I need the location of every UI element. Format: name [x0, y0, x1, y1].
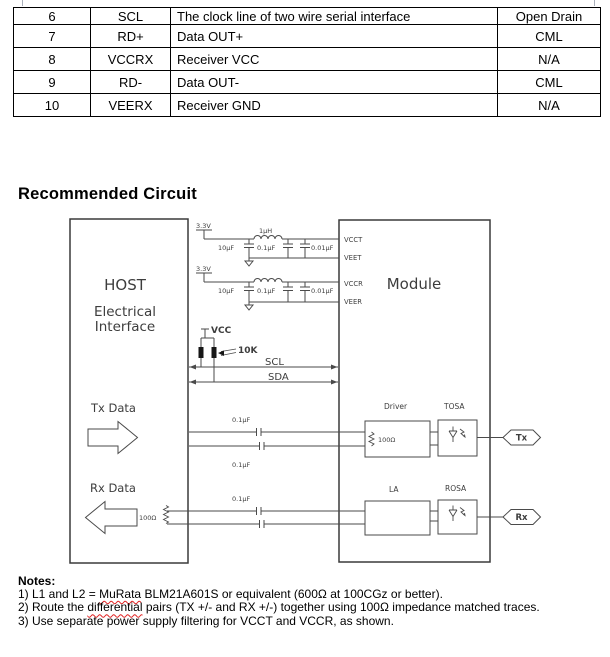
pin-desc-cell: Receiver VCC	[171, 48, 498, 71]
module-pin-label: VEET	[344, 254, 362, 262]
rx-line-positive	[167, 507, 365, 515]
cap-value-label: 0.1μF	[232, 495, 251, 503]
pin-desc-cell: Data OUT+	[171, 25, 498, 48]
tx-port-label: Tx	[515, 433, 528, 444]
notes-title: Notes:	[18, 574, 56, 588]
photodiode-icon	[449, 506, 465, 522]
inductor-icon	[254, 279, 282, 282]
cap-value-label: 0.01μF	[311, 287, 334, 295]
pin-number-cell: 8	[14, 48, 91, 71]
notes-section	[18, 575, 540, 628]
cap-value-label: 0.1μF	[232, 416, 251, 424]
rail-voltage-label: 3.3V	[196, 265, 211, 273]
vcc-symbol	[201, 329, 209, 338]
capacitor-icon	[244, 239, 310, 258]
pin-type-cell: N/A	[498, 48, 601, 71]
resistor-icon	[212, 347, 217, 358]
pin-desc-cell: The clock line of two wire serial interface	[171, 8, 498, 25]
cap-value-label: 0.1μF	[232, 461, 251, 469]
note-text: pairs (TX +/- and RX +/-) together using 100Ω impedance matched traces.	[142, 600, 540, 615]
cap-value-label: 0.01μF	[311, 244, 334, 252]
pin-type-cell: CML	[498, 71, 601, 94]
note-text-misspelled: MuRata	[99, 587, 142, 602]
rail-voltage-label: 3.3V	[196, 222, 211, 230]
pin-name-cell: VEERX	[91, 94, 171, 117]
note-line-3: 3) Use separate power supply filtering for VCCT and VCCR, as shown.	[18, 613, 394, 628]
pin-desc-cell: Receiver GND	[171, 94, 498, 117]
tosa-box	[438, 420, 477, 456]
tx-data-arrow-icon	[88, 422, 138, 454]
host-title: HOST	[104, 276, 146, 294]
resistor-value-label: 100Ω	[139, 514, 157, 522]
cap-value-label: 0.1μF	[257, 287, 276, 295]
pin-number-cell: 7	[14, 25, 91, 48]
rosa-box	[438, 500, 477, 534]
pin-desc-cell: Data OUT-	[171, 71, 498, 94]
pin-name-cell: VCCRX	[91, 48, 171, 71]
note-text: 2) Route the	[18, 600, 88, 615]
module-pin-label: VEER	[344, 298, 362, 306]
pin-number-cell: 10	[14, 94, 91, 117]
power-rail-symbol	[196, 230, 212, 239]
power-rail-symbol	[196, 273, 212, 282]
la-box	[365, 501, 430, 535]
resistor-value-label: 100Ω	[378, 436, 396, 444]
tosa-label: TOSA	[444, 402, 465, 411]
module-title: Module	[386, 275, 442, 293]
vcc-label: VCC	[211, 326, 232, 336]
pin-type-cell: Open Drain	[498, 8, 601, 25]
rx-line-negative	[167, 520, 365, 528]
pin-name-cell: RD-	[91, 71, 171, 94]
rosa-label: ROSA	[445, 484, 467, 493]
rx-data-arrow-icon	[86, 502, 138, 534]
termination-resistor-icon	[164, 506, 169, 524]
cap-value-label: 0.1μF	[257, 244, 276, 252]
note-text-misspelled: differential	[87, 600, 143, 615]
capacitor-icon	[244, 282, 310, 302]
sda-label: SDA	[268, 372, 289, 383]
ground-icon	[245, 302, 253, 310]
pullup-value-label: 10K	[238, 346, 258, 356]
rx-data-label: Rx Data	[90, 481, 136, 495]
cap-value-label: 10μF	[218, 244, 235, 252]
module-pin-label: VCCT	[344, 236, 363, 244]
inductor-icon	[254, 236, 282, 239]
pin-name-cell: SCL	[91, 8, 171, 25]
section-heading: Recommended Circuit	[18, 185, 197, 203]
tx-data-label: Tx Data	[91, 401, 136, 415]
inductor-value-label: 1μH	[259, 227, 273, 235]
note-text: BLM21A601S or equivalent (600Ω at 100CGz or better).	[141, 587, 443, 602]
i2c-pullup-network	[189, 329, 338, 385]
pin-type-cell: CML	[498, 25, 601, 48]
note-line-2	[18, 601, 540, 614]
termination-resistor-icon	[369, 432, 374, 446]
scl-label: SCL	[265, 357, 284, 368]
host-subtitle-2: Interface	[94, 319, 156, 335]
driver-label: Driver	[384, 402, 408, 411]
ground-icon	[245, 258, 253, 266]
cap-value-label: 10μF	[218, 287, 235, 295]
pin-number-cell: 9	[14, 71, 91, 94]
pin-name-cell: RD+	[91, 25, 171, 48]
la-label: LA	[389, 485, 399, 494]
host-subtitle-1: Electrical	[93, 304, 157, 320]
laser-diode-icon	[449, 427, 465, 443]
rx-port-label: Rx	[515, 513, 528, 523]
tx-path	[88, 420, 541, 457]
resistor-icon	[199, 347, 204, 358]
note-text: 1) L1 and L2 =	[18, 587, 100, 602]
pin-number-cell: 6	[14, 8, 91, 25]
pin-type-cell: N/A	[498, 94, 601, 117]
module-pin-label: VCCR	[344, 280, 363, 288]
